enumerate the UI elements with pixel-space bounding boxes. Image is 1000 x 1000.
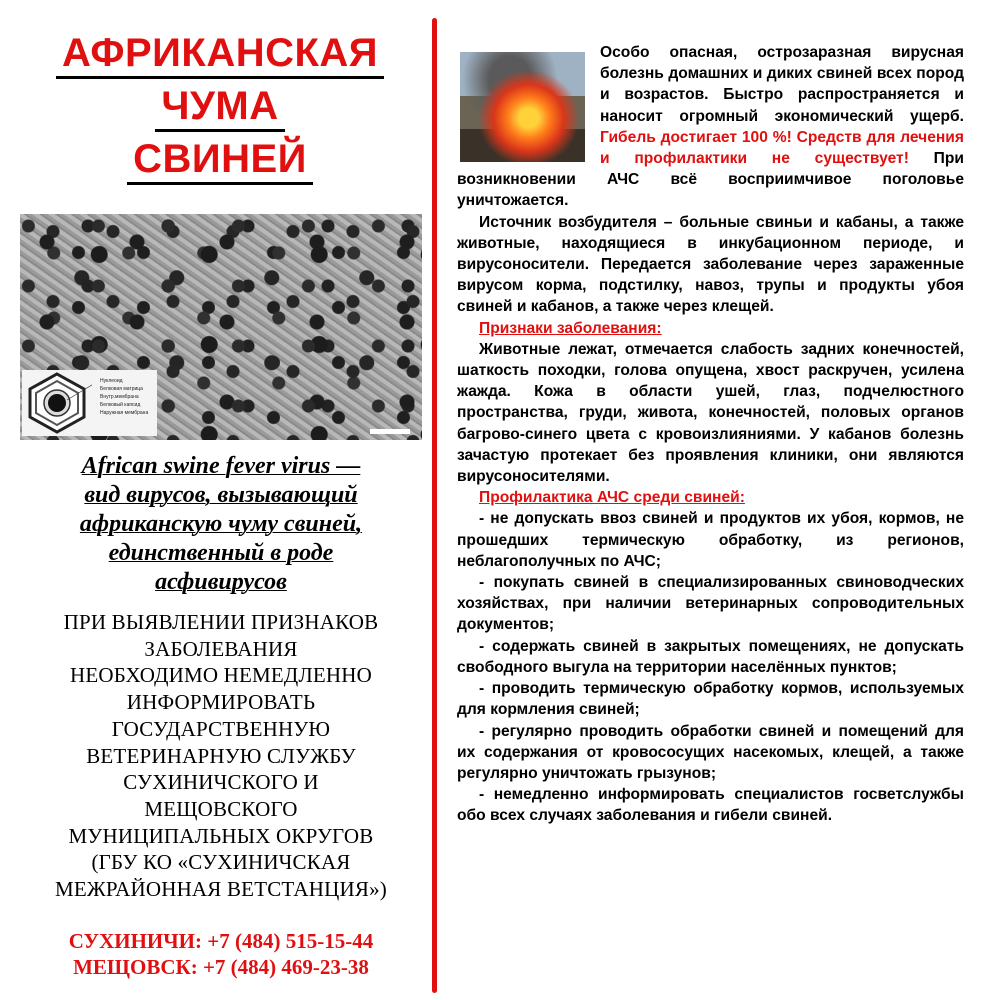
virus-micrograph-image <box>20 214 422 440</box>
notice-line: МУНИЦИПАЛЬНЫХ ОКРУГОВ <box>68 823 374 848</box>
scale-bar <box>370 429 410 434</box>
title-block <box>15 30 425 189</box>
notice-line: ИНФОРМИРОВАТЬ <box>126 690 316 715</box>
phone-sukhinichi: СУХИНИЧИ: +7 (484) 515-15-44 <box>68 929 374 953</box>
intro-warning: Гибель достигает 100 %! Средств для лечения и профилактики не существует! <box>600 128 964 168</box>
subtitle-line: асфивирусов <box>155 569 287 595</box>
column-divider <box>432 18 437 993</box>
prevention-item: - покупать свиней в специализированных свиноводческих хозяйствах, при наличии ветеринарных сопроводительных документов; <box>457 574 964 634</box>
contact-phones <box>20 928 422 980</box>
virus-diagram-icon <box>22 370 92 436</box>
legend-label: Нуклеоид <box>100 378 123 384</box>
subtitle-line: африканскую чуму свиней, <box>79 511 363 537</box>
legend-label: Белковый капсид <box>100 402 141 408</box>
prevention-item: - содержать свиней в закрытых помещениях, не допускать свободного выгула на территории населённых пунктов; <box>457 637 964 676</box>
phone-meshchovsk: МЕЩОВСК: +7 (484) 469-23-38 <box>73 955 369 979</box>
notice-line: (ГБУ КО «СУХИНИЧСКАЯ <box>91 850 351 875</box>
intro-end: При возникновении АЧС всё восприимчивое поголовье уничтожается. <box>457 150 964 210</box>
title-line-3: СВИНЕЙ <box>127 136 313 185</box>
source-paragraph: Источник возбудителя – больные свиньи и кабаны, а также животные, находящиеся в инкубационном периоде, и вирусоносители. Передается заболевание через зараженные вирусом корма, подстилку, навоз, трупы и продукты убоя свиней и кабанов, а также через клещей. <box>457 213 964 316</box>
intro-paragraph <box>457 42 964 212</box>
notice-line: НЕОБХОДИМО НЕМЕДЛЕННО <box>69 663 373 688</box>
prevention-item: - не допускать ввоз свиней и продуктов их убоя, кормов, не прошедших термическую обработку, из регионов, неблагополучных по АЧС; <box>457 510 964 570</box>
signs-header: Признаки заболевания: <box>479 319 662 337</box>
page-title <box>15 30 425 185</box>
title-line-2: ЧУМА <box>155 83 284 132</box>
notice-line: МЕЩОВСКОГО <box>144 796 298 821</box>
intro-text: Особо опасная, острозаразная вирусная болезнь домашних и диких свиней всех пород и возрастов. Быстро распространяется и наносит огромный экономический ущерб. <box>600 44 964 125</box>
subtitle-line: вид вирусов, вызывающий <box>84 482 358 508</box>
prevention-item: - проводить термическую обработку кормов, используемых для кормления свиней; <box>457 680 964 719</box>
virus-structure-inset <box>22 370 157 436</box>
legend-label: Внутр.мембрана <box>100 394 139 400</box>
notice-line: СУХИНИЧСКОГО И <box>123 770 319 795</box>
subtitle-line: African swine fever virus — <box>81 453 361 479</box>
info-text <box>457 42 964 827</box>
title-line-1: АФРИКАНСКАЯ <box>56 30 384 79</box>
prevention-item: - регулярно проводить обработки свиней и помещений для их содержания от кровососущих насекомых, клещей, а также регулярно уничтожать грызунов; <box>457 722 964 782</box>
notice-line: ПРИ ВЫЯВЛЕНИИ ПРИЗНАКОВ <box>63 610 379 634</box>
prevention-header: Профилактика АЧС среди свиней: <box>479 489 745 507</box>
legend-label: Наружная мембрана <box>100 410 149 416</box>
prevention-item: - немедленно информировать специалистов госветслужбы обо всех случаях заболевания и гибели свиней. <box>457 786 964 825</box>
notice-line: МЕЖРАЙОННАЯ ВЕТСТАНЦИЯ») <box>55 877 387 902</box>
report-notice <box>20 609 422 903</box>
signs-paragraph: Животные лежат, отмечается слабость задних конечностей, шаткость походки, голова опущена, хвост раскручен, усилена жажда. Кожа в области ушей, глаз, подчелюстного пространства, груди, живота, конечностей, половых органов багрово-синего цвета с кровоизлияниями. У кабанов болезнь зачастую протекает без проявления клиники, они являются вирусоносителями. <box>457 340 964 486</box>
subtitle-line: единственный в роде <box>108 540 334 566</box>
notice-line: ЗАБОЛЕВАНИЯ <box>144 636 298 661</box>
legend-label: Белковая матрица <box>100 386 143 392</box>
notice-line: ВЕТЕРИНАРНУЮ СЛУЖБУ <box>86 743 356 768</box>
virus-description <box>20 452 422 597</box>
notice-line: ГОСУДАРСТВЕННУЮ <box>111 716 331 741</box>
